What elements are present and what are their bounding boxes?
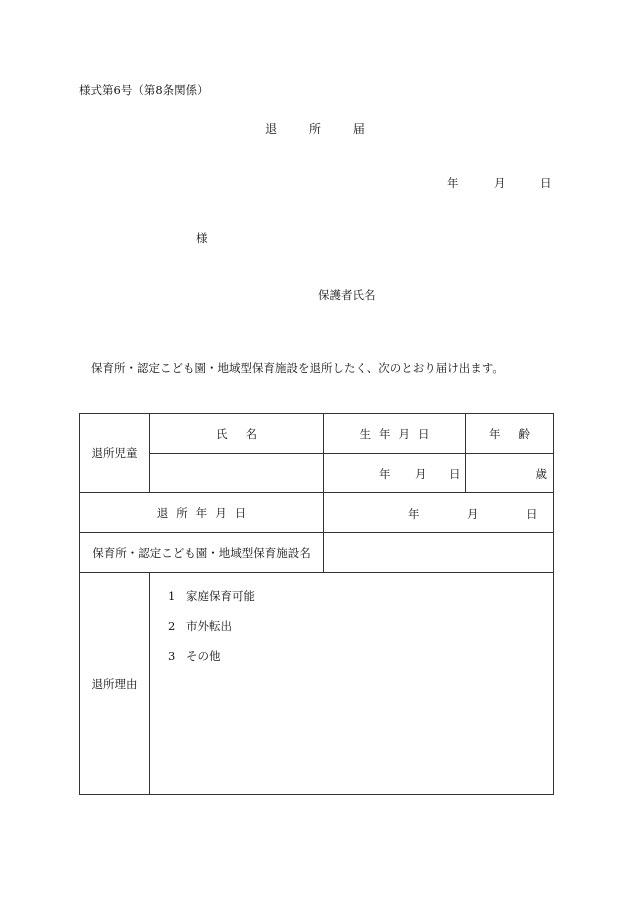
dob-header-char: 年 bbox=[379, 426, 391, 441]
dob-header-char: 日 bbox=[418, 426, 430, 441]
dob-day-unit: 日 bbox=[449, 467, 461, 481]
reason-label: 退所理由 bbox=[91, 676, 138, 691]
title-char: 届 bbox=[352, 122, 365, 136]
dob-month-unit: 月 bbox=[415, 467, 427, 481]
date-day-unit: 日 bbox=[540, 176, 552, 190]
withdrawal-date-label-cell bbox=[80, 493, 324, 533]
facility-label-cell bbox=[80, 533, 324, 573]
document-title bbox=[200, 120, 430, 137]
facility-label: 保育所・認定こども園・地域型保育施設名 bbox=[92, 545, 311, 560]
reason-text: 市外転出 bbox=[186, 619, 232, 633]
dob-header-char: 生 bbox=[359, 426, 371, 441]
title-char: 所 bbox=[308, 122, 321, 136]
child-name-field[interactable] bbox=[150, 454, 324, 493]
reason-number: 1 bbox=[168, 589, 176, 603]
withdrawal-date-label-char: 月 bbox=[215, 505, 227, 520]
reason-option[interactable] bbox=[168, 588, 255, 604]
age-header-char: 齢 bbox=[518, 426, 530, 441]
reason-number: 3 bbox=[168, 649, 176, 663]
reason-number: 2 bbox=[168, 619, 176, 633]
child-label: 退所児童 bbox=[91, 446, 138, 460]
reason-label-cell bbox=[80, 573, 150, 795]
withdrawal-date-label-char: 年 bbox=[195, 505, 208, 520]
withdrawal-form-table bbox=[79, 413, 554, 795]
child-label-cell bbox=[80, 414, 150, 493]
reason-option[interactable] bbox=[168, 618, 232, 634]
age-unit: 歳 bbox=[535, 467, 547, 481]
reason-text: その他 bbox=[186, 649, 221, 663]
child-dob-field[interactable] bbox=[324, 454, 466, 493]
reason-options-cell bbox=[150, 573, 554, 795]
dob-header-char: 月 bbox=[398, 426, 410, 441]
form-number: 様式第6号（第8条関係） bbox=[79, 83, 209, 97]
withdrawal-month-unit: 月 bbox=[467, 506, 479, 521]
reason-text: 家庭保育可能 bbox=[186, 589, 255, 603]
withdrawal-date-label-char: 所 bbox=[176, 505, 188, 520]
date-year-unit: 年 bbox=[447, 176, 459, 190]
reason-option[interactable] bbox=[168, 648, 221, 664]
addressee-suffix: 様 bbox=[196, 231, 208, 245]
name-header-char: 氏 bbox=[216, 426, 228, 441]
dob-header bbox=[324, 414, 466, 454]
withdrawal-date-label-char: 日 bbox=[234, 505, 247, 520]
name-header-char: 名 bbox=[245, 426, 257, 441]
age-header bbox=[466, 414, 554, 454]
withdrawal-date-label-char: 退 bbox=[156, 505, 169, 520]
dob-year-unit: 年 bbox=[379, 467, 391, 481]
withdrawal-date-field[interactable] bbox=[324, 493, 554, 533]
facility-name-field[interactable] bbox=[324, 533, 554, 573]
date-month-unit: 月 bbox=[494, 176, 506, 190]
child-age-field[interactable] bbox=[466, 454, 554, 493]
declaration-statement: 保育所・認定こども園・地域型保育施設を退所したく、次のとおり届け出ます。 bbox=[91, 361, 504, 375]
name-header bbox=[150, 414, 324, 454]
age-header-char: 年 bbox=[489, 426, 501, 441]
withdrawal-year-unit: 年 bbox=[408, 506, 420, 521]
title-char: 退 bbox=[265, 122, 278, 136]
withdrawal-day-unit: 日 bbox=[526, 506, 538, 521]
guardian-name-label: 保護者氏名 bbox=[318, 288, 376, 302]
